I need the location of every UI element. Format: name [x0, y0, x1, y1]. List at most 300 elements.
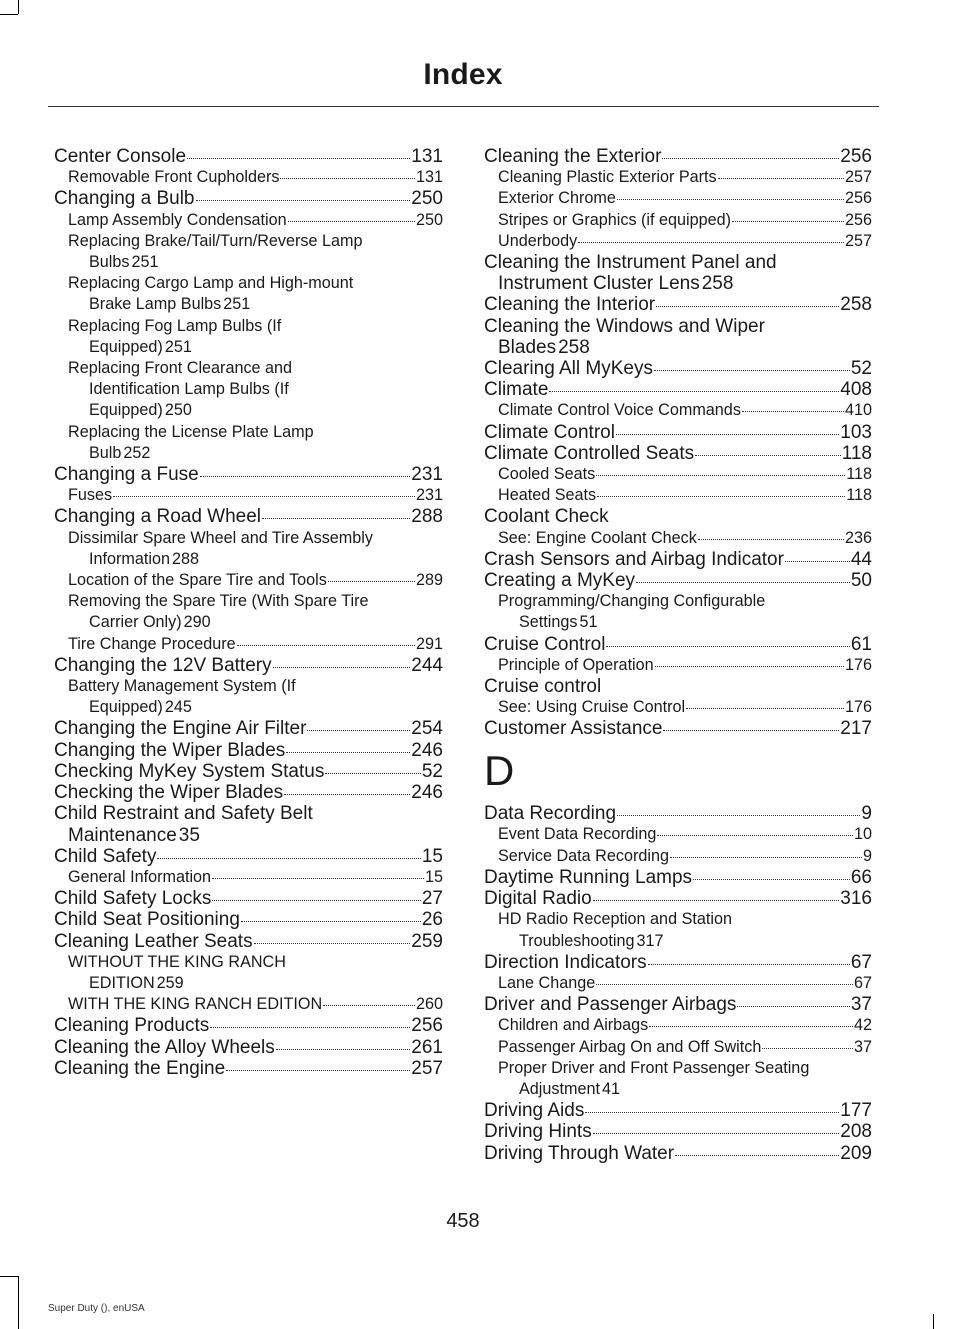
- entry-term: Changing the 12V Battery: [54, 654, 272, 676]
- entry-term: Blades: [498, 336, 557, 358]
- entry-term: Replacing Front Clearance and: [68, 359, 293, 378]
- entry-page-ref[interactable]: 236: [844, 528, 872, 547]
- dot-leader: [273, 667, 411, 668]
- index-entry: [54, 740, 443, 761]
- entry-term: Digital Radio: [484, 888, 592, 910]
- dot-leader: [617, 815, 860, 816]
- entry-term: Troubleshooting: [519, 931, 635, 950]
- dot-leader: [616, 434, 839, 435]
- entry-page-ref[interactable]: 257: [411, 1057, 443, 1079]
- entry-term: Carrier Only): [89, 613, 182, 632]
- entry-page-ref[interactable]: 259: [156, 973, 184, 992]
- entry-page-ref[interactable]: 131: [411, 146, 443, 167]
- index-entry: [54, 782, 443, 803]
- index-subentry: [54, 634, 443, 655]
- dot-leader: [284, 794, 410, 795]
- index-subentry: [54, 867, 443, 888]
- dot-leader: [698, 539, 844, 540]
- entry-page-ref[interactable]: 257: [844, 168, 872, 187]
- entry-term: See: Engine Coolant Check: [498, 528, 697, 547]
- dot-leader: [655, 666, 844, 667]
- dot-leader: [737, 1006, 849, 1007]
- entry-term: Driving Hints: [484, 1121, 592, 1143]
- dot-leader: [585, 1112, 839, 1113]
- dot-leader: [617, 199, 844, 200]
- entry-page-ref[interactable]: 250: [415, 210, 443, 229]
- index-column-right: [484, 146, 872, 1164]
- dot-leader: [732, 221, 844, 222]
- entry-page-ref[interactable]: 103: [840, 421, 872, 443]
- dot-leader: [663, 730, 839, 731]
- entry-term: Driving Aids: [484, 1100, 585, 1122]
- crop-mark: [0, 14, 18, 15]
- entry-term: Removable Front Cupholders: [68, 168, 280, 187]
- entry-page-ref[interactable]: 10: [853, 825, 872, 844]
- entry-term: Dissimilar Spare Wheel and Tire Assembly: [68, 528, 373, 547]
- entry-term: Heated Seats: [498, 486, 597, 505]
- index-entry: [484, 146, 872, 167]
- dot-leader: [323, 1005, 415, 1006]
- entry-page-ref[interactable]: 44: [850, 548, 872, 570]
- dot-leader: [276, 1049, 411, 1050]
- dot-leader: [606, 646, 849, 647]
- index-subentry: [54, 994, 443, 1015]
- entry-page-ref[interactable]: 246: [411, 782, 443, 804]
- index-entry: [484, 294, 872, 315]
- entry-term: General Information: [68, 867, 212, 886]
- entry-term: Equipped): [89, 698, 163, 717]
- dot-leader: [597, 496, 845, 497]
- dot-leader: [113, 496, 415, 497]
- index-entry: [54, 146, 443, 167]
- index-entry: [484, 358, 872, 379]
- entry-page-ref[interactable]: 291: [415, 634, 443, 653]
- entry-page-ref[interactable]: 231: [411, 464, 443, 486]
- dot-leader: [695, 455, 841, 456]
- entry-page-ref[interactable]: 131: [415, 168, 443, 187]
- index-entry: [54, 1037, 443, 1058]
- index-subentry: [484, 1037, 872, 1058]
- entry-page-ref[interactable]: 244: [411, 654, 443, 676]
- index-subentry: [54, 422, 443, 464]
- entry-term: Cleaning Plastic Exterior Parts: [498, 168, 717, 187]
- index-entry: [484, 634, 872, 655]
- dot-leader: [307, 730, 410, 731]
- index-subentry: [484, 188, 872, 209]
- index-subentry: [54, 316, 443, 358]
- entry-page-ref[interactable]: 290: [183, 613, 211, 632]
- entry-term: Instrument Cluster Lens: [498, 273, 700, 295]
- index-entry: [54, 506, 443, 527]
- entry-term: Changing the Wiper Blades: [54, 739, 286, 761]
- entry-term: See: Using Cruise Control: [498, 698, 686, 717]
- entry-term: Removing the Spare Tire (With Spare Tire: [68, 592, 369, 611]
- entry-term: Cooled Seats: [498, 465, 596, 484]
- entry-term: Changing a Fuse: [54, 464, 199, 486]
- entry-term: Principle of Operation: [498, 655, 654, 674]
- crop-mark: [18, 1276, 19, 1329]
- entry-term: Equipped): [89, 401, 163, 420]
- entry-term: Driver and Passenger Airbags: [484, 994, 737, 1016]
- entry-page-ref[interactable]: 410: [844, 401, 872, 420]
- entry-term: Checking MyKey System Status: [54, 760, 325, 782]
- index-entry: [54, 846, 443, 867]
- footer-text: Super Duty (), enUSA: [48, 1303, 145, 1314]
- dot-leader: [212, 878, 424, 879]
- entry-page-ref[interactable]: 256: [844, 210, 872, 229]
- entry-page-ref[interactable]: 51: [579, 613, 598, 632]
- dot-leader: [785, 561, 850, 562]
- dot-leader: [200, 476, 411, 477]
- dot-leader: [762, 1048, 853, 1049]
- index-entry: [484, 443, 872, 464]
- entry-term: Child Seat Positioning: [54, 909, 240, 931]
- index-entry: [484, 888, 872, 909]
- entry-page-ref[interactable]: 252: [123, 443, 151, 462]
- entry-page-ref[interactable]: 256: [844, 189, 872, 208]
- index-subentry: [484, 697, 872, 718]
- index-subentry: [484, 846, 872, 867]
- entry-term: Service Data Recording: [498, 846, 669, 865]
- entry-term: Changing the Engine Air Filter: [54, 718, 307, 740]
- index-subentry: [54, 273, 443, 315]
- index-entry: [484, 549, 872, 570]
- index-entry: [484, 676, 872, 697]
- title-divider: [48, 106, 879, 107]
- entry-term: Customer Assistance: [484, 718, 663, 740]
- entry-term: Climate Control: [484, 421, 615, 443]
- entry-term: Replacing Brake/Tail/Turn/Reverse Lamp: [68, 231, 363, 250]
- index-subentry: [54, 676, 443, 718]
- entry-page-ref[interactable]: 67: [853, 973, 872, 992]
- dot-leader: [196, 200, 411, 201]
- dot-leader: [636, 582, 850, 583]
- dot-leader: [670, 857, 862, 858]
- index-entry: [484, 718, 872, 739]
- index-entry: [54, 464, 443, 485]
- entry-page-ref[interactable]: 9: [861, 803, 872, 825]
- index-subentry: [54, 485, 443, 506]
- dot-leader: [593, 1133, 840, 1134]
- entry-term: Climate Controlled Seats: [484, 442, 695, 464]
- entry-page-ref[interactable]: 257: [844, 231, 872, 250]
- entry-term: Cleaning the Exterior: [484, 146, 662, 167]
- entry-term: HD Radio Reception and Station: [498, 910, 732, 929]
- entry-term: Information: [89, 549, 170, 568]
- dot-leader: [328, 581, 415, 582]
- index-entry: [484, 506, 872, 527]
- entry-page-ref[interactable]: 35: [178, 824, 200, 846]
- dot-leader: [662, 158, 839, 159]
- dot-leader: [693, 879, 850, 880]
- entry-term: Cleaning the Instrument Panel and: [484, 252, 777, 274]
- entry-term: Cleaning the Alloy Wheels: [54, 1036, 275, 1058]
- entry-page-ref[interactable]: 231: [415, 486, 443, 505]
- entry-term: Replacing the License Plate Lamp: [68, 422, 314, 441]
- index-subentry: [54, 210, 443, 231]
- entry-page-ref[interactable]: 177: [840, 1100, 872, 1122]
- entry-page-ref[interactable]: 251: [131, 253, 159, 272]
- entry-page-ref[interactable]: 316: [840, 888, 872, 910]
- entry-page-ref[interactable]: 61: [850, 633, 872, 655]
- index-entry: [484, 252, 872, 294]
- entry-page-ref[interactable]: 245: [164, 698, 192, 717]
- entry-term: Passenger Airbag On and Off Switch: [498, 1037, 762, 1056]
- dot-leader: [288, 221, 415, 222]
- entry-term: WITH THE KING RANCH EDITION: [68, 995, 323, 1014]
- entry-term: EDITION: [89, 973, 155, 992]
- entry-term: Event Data Recording: [498, 825, 657, 844]
- index-subentry: [484, 528, 872, 549]
- entry-page-ref[interactable]: 176: [844, 698, 872, 717]
- entry-term: Bulbs: [89, 253, 130, 272]
- entry-page-ref[interactable]: 250: [164, 401, 192, 420]
- entry-page-ref[interactable]: 258: [558, 336, 590, 358]
- index-entry: [484, 867, 872, 888]
- entry-term: Maintenance: [68, 824, 177, 846]
- dot-leader: [280, 178, 415, 179]
- entry-term: Cleaning Products: [54, 1015, 210, 1037]
- entry-term: Cleaning Leather Seats: [54, 930, 253, 952]
- entry-term: Changing a Road Wheel: [54, 506, 262, 528]
- index-subentry: [484, 909, 872, 951]
- index-entry: [484, 1100, 872, 1121]
- entry-page-ref[interactable]: 67: [850, 951, 872, 973]
- entry-term: Climate Control Voice Commands: [498, 401, 741, 420]
- index-subentry: [484, 210, 872, 231]
- entry-term: Proper Driver and Front Passenger Seating: [498, 1058, 810, 1077]
- dot-leader: [212, 900, 421, 901]
- index-entry: [54, 188, 443, 209]
- entry-page-ref[interactable]: 42: [853, 1016, 872, 1035]
- entry-page-ref[interactable]: 9: [862, 846, 872, 865]
- index-subentry: [484, 973, 872, 994]
- entry-term: Cleaning the Interior: [484, 294, 656, 316]
- entry-page-ref[interactable]: 261: [411, 1036, 443, 1058]
- entry-page-ref[interactable]: 37: [850, 994, 872, 1016]
- entry-term: Data Recording: [484, 803, 617, 825]
- entry-page-ref[interactable]: 259: [411, 930, 443, 952]
- index-entry: [484, 316, 872, 358]
- dot-leader: [241, 921, 421, 922]
- crop-mark: [18, 0, 19, 14]
- entry-term: Child Safety: [54, 845, 157, 867]
- dot-leader: [656, 306, 839, 307]
- dot-leader: [657, 835, 853, 836]
- index-entry: [54, 888, 443, 909]
- entry-term: Lamp Assembly Condensation: [68, 210, 287, 229]
- entry-term: Checking the Wiper Blades: [54, 782, 284, 804]
- entry-term: Lane Change: [498, 973, 596, 992]
- entry-term: Bulb: [89, 443, 122, 462]
- index-entry: [484, 422, 872, 443]
- entry-page-ref[interactable]: 289: [415, 571, 443, 590]
- index-entry: [54, 803, 443, 845]
- index-entry: [54, 718, 443, 739]
- entry-page-ref[interactable]: 258: [840, 294, 872, 316]
- entry-page-ref[interactable]: 118: [846, 465, 872, 484]
- entry-page-ref[interactable]: 250: [411, 188, 443, 210]
- page-number: 458: [446, 1210, 480, 1232]
- section-letter: [484, 740, 872, 804]
- entry-term: Brake Lamp Bulbs: [89, 295, 222, 314]
- dot-leader: [325, 773, 421, 774]
- entry-page-ref[interactable]: 50: [850, 570, 872, 592]
- entry-term: Tire Change Procedure: [68, 634, 236, 653]
- index-subentry: [484, 464, 872, 485]
- dot-leader: [187, 158, 410, 159]
- page-title: Index: [423, 58, 503, 91]
- entry-term: Child Safety Locks: [54, 888, 212, 910]
- entry-page-ref[interactable]: 246: [411, 739, 443, 761]
- entry-page-ref[interactable]: 260: [415, 995, 443, 1014]
- entry-page-ref[interactable]: 118: [841, 442, 872, 464]
- entry-term: Fuses: [68, 486, 113, 505]
- index-subentry: [54, 570, 443, 591]
- entry-page-ref[interactable]: 208: [840, 1121, 872, 1143]
- index-subentry: [484, 824, 872, 845]
- entry-page-ref[interactable]: 176: [844, 655, 872, 674]
- entry-page-ref[interactable]: 251: [164, 337, 192, 356]
- section-letter-text: D: [484, 746, 515, 794]
- dot-leader: [549, 391, 839, 392]
- index-entry: [54, 1015, 443, 1036]
- entry-term: Center Console: [54, 146, 187, 167]
- entry-page-ref[interactable]: 15: [421, 845, 443, 867]
- entry-term: Children and Airbags: [498, 1016, 649, 1035]
- index-subentry: [484, 591, 872, 633]
- entry-page-ref[interactable]: 52: [850, 358, 872, 380]
- index-entry: [484, 1121, 872, 1142]
- entry-term: Cruise control: [484, 676, 602, 698]
- dot-leader: [648, 964, 850, 965]
- index-entry: [484, 1143, 872, 1164]
- entry-page-ref[interactable]: 118: [846, 486, 872, 505]
- entry-term: Child Restraint and Safety Belt: [54, 803, 313, 825]
- index-subentry: [54, 952, 443, 994]
- entry-term: Driving Through Water: [484, 1142, 675, 1164]
- entry-term: Cruise Control: [484, 633, 606, 655]
- index-subentry: [484, 655, 872, 676]
- entry-term: Replacing Fog Lamp Bulbs (If: [68, 316, 282, 335]
- dot-leader: [254, 943, 411, 944]
- entry-page-ref[interactable]: 37: [853, 1037, 872, 1056]
- entry-term: Coolant Check: [484, 506, 609, 528]
- index-subentry: [484, 1058, 872, 1100]
- entry-term: Adjustment: [519, 1079, 600, 1098]
- dot-leader: [237, 645, 415, 646]
- index-subentry: [54, 231, 443, 273]
- entry-term: Daytime Running Lamps: [484, 866, 693, 888]
- entry-page-ref[interactable]: 66: [850, 866, 872, 888]
- index-subentry: [484, 400, 872, 421]
- index-entry: [54, 761, 443, 782]
- entry-page-ref[interactable]: 256: [840, 146, 872, 167]
- index-entry: [484, 952, 872, 973]
- entry-term: Cleaning the Engine: [54, 1057, 226, 1079]
- entry-term: Underbody: [498, 231, 578, 250]
- dot-leader: [742, 411, 844, 412]
- index-subentry: [484, 167, 872, 188]
- index-entry: [484, 803, 872, 824]
- entry-term: Identification Lamp Bulbs (If: [89, 380, 289, 399]
- index-subentry: [54, 591, 443, 633]
- entry-term: Replacing Cargo Lamp and High-mount: [68, 274, 354, 293]
- entry-term: Climate: [484, 379, 549, 401]
- index-entry: [484, 379, 872, 400]
- index-subentry: [484, 1015, 872, 1036]
- entry-page-ref[interactable]: 408: [840, 379, 872, 401]
- entry-term: Cleaning the Windows and Wiper: [484, 315, 765, 337]
- entry-term: Direction Indicators: [484, 951, 647, 973]
- entry-term: Stripes or Graphics (if equipped): [498, 210, 732, 229]
- dot-leader: [578, 242, 844, 243]
- index-subentry: [54, 528, 443, 570]
- index-entry: [54, 1058, 443, 1079]
- entry-term: Programming/Changing Configurable: [498, 592, 766, 611]
- entry-page-ref[interactable]: 217: [840, 718, 872, 740]
- index-entry: [54, 655, 443, 676]
- index-entry: [54, 931, 443, 952]
- entry-term: Creating a MyKey: [484, 570, 636, 592]
- entry-term: Settings: [519, 613, 578, 632]
- entry-page-ref[interactable]: 26: [421, 909, 443, 931]
- entry-page-ref[interactable]: 27: [421, 888, 443, 910]
- entry-term: Clearing All MyKeys: [484, 358, 653, 380]
- dot-leader: [686, 708, 844, 709]
- entry-term: Location of the Spare Tire and Tools: [68, 571, 327, 590]
- index-entry: [484, 994, 872, 1015]
- dot-leader: [262, 518, 410, 519]
- entry-page-ref[interactable]: 256: [411, 1015, 443, 1037]
- entry-page-ref[interactable]: 52: [421, 760, 443, 782]
- entry-term: Changing a Bulb: [54, 188, 195, 210]
- entry-page-ref[interactable]: 15: [424, 867, 443, 886]
- dot-leader: [286, 752, 410, 753]
- index-entry: [54, 909, 443, 930]
- entry-term: WITHOUT THE KING RANCH: [68, 952, 286, 971]
- entry-page-ref[interactable]: 209: [840, 1142, 872, 1164]
- index-subentry: [484, 231, 872, 252]
- entry-page-ref[interactable]: 251: [223, 295, 251, 314]
- dot-leader: [596, 984, 853, 985]
- index-subentry: [54, 358, 443, 422]
- index-column-left: [54, 146, 443, 1079]
- entry-term: Equipped): [89, 337, 163, 356]
- index-subentry: [54, 167, 443, 188]
- entry-page-ref[interactable]: 41: [601, 1079, 620, 1098]
- index-subentry: [484, 485, 872, 506]
- entry-term: Exterior Chrome: [498, 189, 616, 208]
- entry-term: Crash Sensors and Airbag Indicator: [484, 548, 784, 570]
- dot-leader: [157, 858, 420, 859]
- crop-mark: [933, 1314, 934, 1329]
- entry-page-ref[interactable]: 288: [171, 549, 199, 568]
- dot-leader: [210, 1027, 410, 1028]
- dot-leader: [675, 1155, 839, 1156]
- dot-leader: [596, 475, 845, 476]
- entry-page-ref[interactable]: 254: [411, 718, 443, 740]
- dot-leader: [226, 1070, 410, 1071]
- entry-page-ref[interactable]: 258: [701, 273, 734, 295]
- entry-page-ref[interactable]: 317: [636, 931, 664, 950]
- dot-leader: [718, 178, 844, 179]
- entry-term: Battery Management System (If: [68, 677, 296, 696]
- crop-mark: [0, 1276, 18, 1277]
- index-entry: [484, 570, 872, 591]
- entry-page-ref[interactable]: 288: [411, 506, 443, 528]
- dot-leader: [649, 1026, 853, 1027]
